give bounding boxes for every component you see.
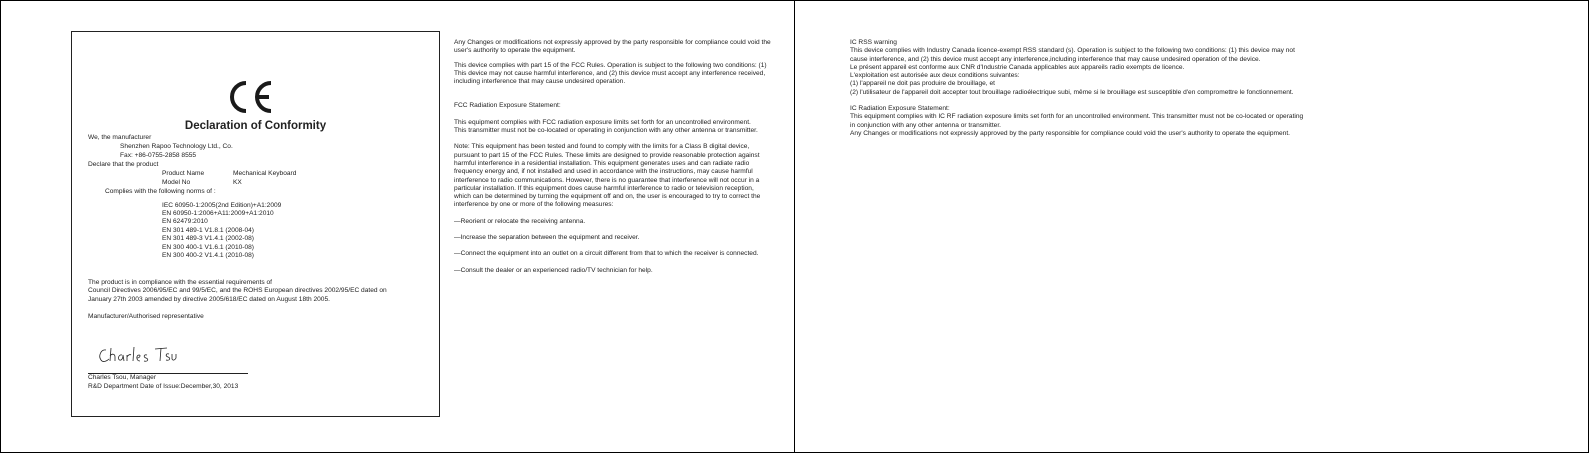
norm-item: EN 60950-1:2006+A11:2009+A1:2010 [162,210,274,217]
product-name-label: Product Name [162,170,205,177]
fcc-paragraph: This device complies with part 15 of the FCC Rules. Operation is subject to the following two conditions: (1) This device may not cause harmful interference, and (2) this device must accept any interference received, including interference that may cause undesired operation. [454,61,767,86]
ic-statement [850,39,1360,138]
fcc-statement [454,39,772,275]
ic-heading: IC Radiation Exposure Statement: [850,105,950,113]
norm-item: EN 300 400-2 V1.4.1 (2010-08) [162,252,255,259]
compliance-text: January 27th 2003 amended by directive 2005/618/EC dated on August 18th 2005. [88,296,330,303]
fcc-note: Note: This equipment has been tested and found to comply with the limits for a Class B digital device, pursuant to part 15 of the FCC Rules. These limits are designed to provide reasonable protection against harmful interference in a residential installation. This equipment generates uses and can radiate radio frequency energy and, if not installed and used in accordance with the instructions, may cause harmful interference to radio communications. However, there is no guarantee that interference will not occur in a particular installation. If this equipment does cause harmful interference to radio or television reception, which can be determined by turning the equipment off and on, the user is encouraged to try to correct the interference by one or more of the following measures: [454,143,761,209]
fcc-paragraph: This equipment complies with FCC radiation exposure limits set forth for an uncontrolled environment. [454,118,751,126]
model-value: KX [233,179,242,186]
ic-line: This equipment complies with IC RF radiation exposure limits set forth for an uncontrolled environment. This transmitter must not be co-located or operating [850,113,1304,121]
declaration-of-conformity [71,31,440,417]
ic-line: Le présent appareil est conforme aux CNR d'Industrie Canada applicables aux appareils radio exempts de licence. [850,63,1185,71]
compliance-text: Council Directives 2006/95/EC and 99/5/EC, and the ROHS European directives 2002/95/EC dated on [88,287,387,294]
company-name: Shenzhen Rapoo Technology Ltd., Co. [120,143,233,150]
ce-mark-icon [224,80,274,114]
left-page [0,0,797,453]
fcc-measure: —Increase the separation between the equipment and receiver. [454,234,640,242]
ic-line: Any Changes or modifications not expressly approved by the party responsible for compliance could void the user's authority to operate the equipment. [850,129,1290,137]
fcc-measure: —Consult the dealer or an experienced radio/TV technician for help. [454,266,653,274]
fcc-measure: —Connect the equipment into an outlet on a circuit different from that to which the receiver is connected. [454,250,759,258]
norm-item: IEC 60950-1:2005(2nd Edition)+A1:2009 [162,202,282,209]
complies-line: Complies with the following norms of : [105,188,216,195]
ic-line: in conjunction with any other antenna or transmitter. [850,121,1002,129]
declare-line: Declare that the product [88,161,159,168]
we-line: We, the manufacturer [88,134,152,141]
fax-number: Fax: +86-0755-2858 8555 [120,152,197,159]
signature-image [97,344,177,366]
fcc-paragraph: Any Changes or modifications not expressly approved by the party responsible for compliance could void the user's authority to operate the equipment. [454,39,771,55]
model-label: Model No [162,179,191,186]
page-title: Declaration of Conformity [184,120,327,132]
right-page [794,0,1589,453]
fcc-heading: FCC Radiation Exposure Statement: [454,102,561,110]
ic-line: L'exploitation est autorisée aux deux conditions suivantes: [850,72,1020,80]
product-name-value: Mechanical Keyboard [233,170,297,177]
ic-heading: IC RSS warning [850,39,897,46]
ic-line: (2) l'utilisateur de l'appareil doit accepter tout brouillage radioélectrique subi, même si le brouillage est susceptible d'en compromettre le fonctionnement. [850,88,1294,96]
norm-item: EN 300 400-1 V1.6.1 (2010-08) [162,244,255,251]
ic-line: cause interference, and (2) this device must accept any interference,including interference that may cause undesired operation of the device. [850,55,1261,63]
compliance-text: The product is in compliance with the essential requirements of [88,279,272,286]
ic-line: This device complies with Industry Canada licence-exempt RSS standard (s). Operation is subject to the following two conditions: (1) this device may not [850,47,1295,55]
department-date: R&D Department Date of Issue:December,30, 2013 [88,383,239,390]
norm-item: EN 301 489-1 V1.8.1 (2008-04) [162,227,255,234]
fcc-paragraph: This transmitter must not be co-located or operating in conjunction with any other antenna or transmitter. [454,127,758,135]
fcc-measure: —Reorient or relocate the receiving antenna. [454,217,586,225]
norm-item: EN 62479:2010 [162,218,208,225]
norm-item: EN 301 489-3 V1.4.1 (2002-08) [162,235,255,242]
signer-name: Charles Tsou, Manager [88,374,157,381]
ic-line: (1) l'appareil ne doit pas produire de brouillage, et [850,80,995,88]
representative-label: Manufacturer/Authorised representative [88,313,204,320]
